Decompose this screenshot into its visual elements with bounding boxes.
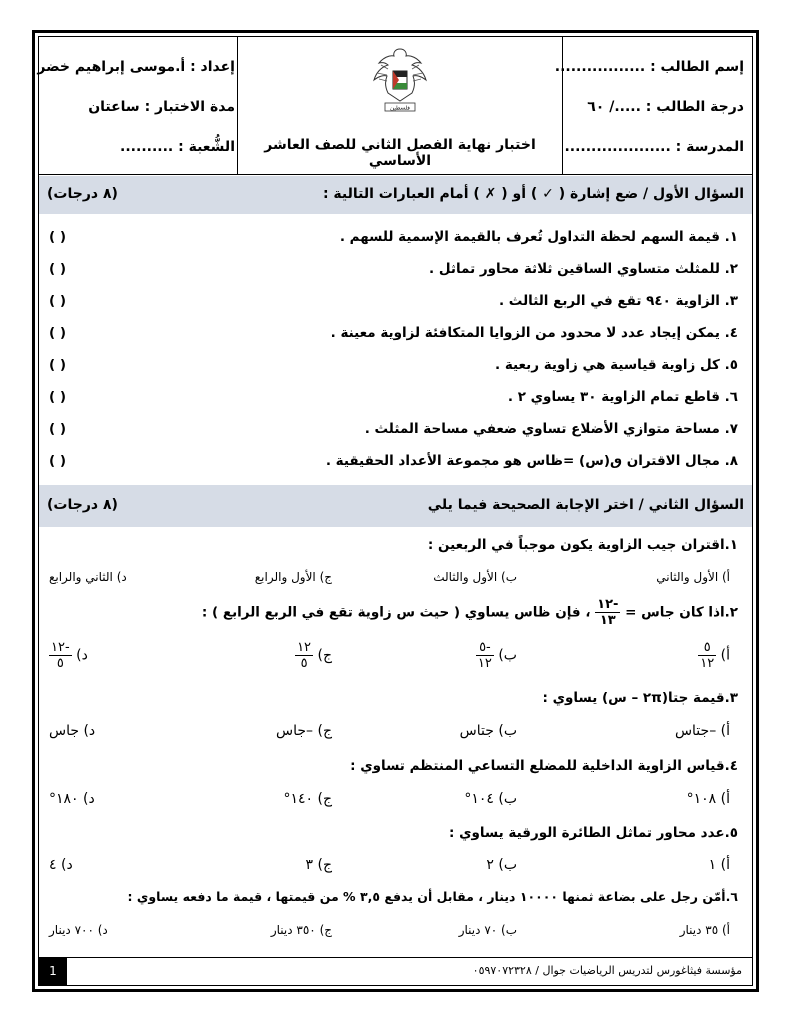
question-text-part: ٢.اذا كان جاس = [625,604,738,621]
exam-title: اختبار نهاية الفصل الثاني للصف العاشر الأساسي [264,137,536,169]
fraction-numerator: -١٢ [51,640,70,655]
exam-duration: مدة الاختبار : ساعتان [88,99,235,115]
option-d[interactable]: د) الثاني والرابع [49,570,127,584]
section-field: الشُّعبة : .......... [120,139,235,155]
student-info [554,37,752,174]
option-b[interactable]: ب) الأول والثالث [433,570,517,584]
tf-statement: ٧. مساحة متوازي الأضلاع تساوي ضعفي مساحة المثلث . [364,421,738,437]
tf-item [39,319,752,351]
option-label: ج) [317,647,332,664]
answer-box[interactable]: ( ) [49,453,67,469]
question-two-header [39,485,752,527]
answer-box[interactable]: ( ) [49,357,67,373]
option-a[interactable]: أ) الأول والثاني [656,570,730,584]
question-two-title: السؤال الثاني / اختر الإجابة الصحيحة فيما يلي [427,497,744,513]
fraction-numerator: ٥ [698,640,716,656]
fraction [295,640,313,671]
fraction-denominator: ١٢ [700,656,715,671]
school-name: المدرسة : .................... [564,139,744,155]
question-two-marks: (٨ درجات) [47,497,118,513]
fraction [698,640,716,671]
tf-item [39,287,752,319]
option-b[interactable]: ب) ٢ [486,857,517,873]
mc-question: ١.اقتران جيب الزاوية يكون موجباً في الربعين : [427,537,738,553]
option-label: أ) [720,647,730,664]
tf-item [39,383,752,415]
fraction [49,640,72,671]
fraction [595,597,620,628]
option-d[interactable] [49,640,88,671]
option-label: ب) [498,647,517,664]
mc-options [39,640,752,680]
option-c[interactable]: ج) ٣ [305,857,332,873]
mc-options [39,791,752,821]
question-one-marks: (٨ درجات) [47,186,118,202]
mc-options [39,723,752,753]
option-a[interactable]: أ) ١٠٨° [686,791,730,807]
emblem-caption: فلسطين [390,105,410,112]
mc-question: ٥.عدد محاور تماثل الطائرة الورقية يساوي : [448,825,738,841]
student-name: إسم الطالب : ................. [554,59,744,75]
mc-options [39,923,752,953]
option-c[interactable]: ج) –جاس [276,723,332,739]
header-center [237,37,562,174]
mc-question: ٣.قيمة جتا(٢π – س) يساوي : [542,690,738,706]
mc-question: ٤.قياس الزاوية الداخلية للمضلع التساعي المنتظم تساوي : [350,758,738,774]
option-b[interactable]: ب) ١٠٤° [464,791,517,807]
question-one-title: السؤال الأول / ضع إشارة ( ✓ ) أو ( ✗ ) أمام العبارات التالية : [322,186,744,202]
option-d[interactable]: د) ١٨٠° [49,791,95,807]
answer-box[interactable]: ( ) [49,293,67,309]
question-one-header [39,176,752,214]
tf-statement: ٤. يمكن إيجاد عدد لا محدود من الزوايا المتكافئة لزاوية معينة . [330,325,738,341]
option-a[interactable]: أ) ١ [708,857,730,873]
tf-item [39,415,752,447]
page-number: 1 [39,958,67,985]
option-d[interactable]: د) ٧٠٠ دينار [49,923,108,937]
fraction-numerator: ١٢ [297,640,312,655]
footer-text: مؤسسة فيثاغورس لتدريس الرياضيات جوال / ٠٥٩٧٠٧٢٣٢٨ [472,964,742,977]
fraction-denominator: ١٢ [477,656,492,671]
student-grade: درجة الطالب : ...../ ٦٠ [587,99,744,115]
tf-statement: ١. قيمة السهم لحظة التداول تُعرف بالقيمة الإسمية للسهم . [339,229,738,245]
exam-sheet [32,30,759,992]
answer-box[interactable]: ( ) [49,389,67,405]
answer-box[interactable]: ( ) [49,325,67,341]
exam-header [39,37,752,175]
exam-inner-frame [38,36,753,986]
teacher-info [39,37,243,174]
tf-statement: ٢. للمثلث متساوي الساقين ثلاثة محاور تماثل . [429,261,738,277]
option-d[interactable]: د) ٤ [49,857,73,873]
page-footer [39,957,752,985]
option-d[interactable]: د) جاس [49,723,96,739]
prepared-by: إعداد : أ.موسى إبراهيم خضر [37,59,235,75]
tf-item [39,351,752,383]
mc-options [39,570,752,600]
fraction [476,640,494,671]
answer-box[interactable]: ( ) [49,261,67,277]
option-a[interactable]: أ) ٣٥ دينار [679,923,730,937]
option-c[interactable]: ج) ١٤٠° [283,791,332,807]
tf-item [39,223,752,255]
option-label: د) [76,647,88,664]
option-b[interactable]: ب) جتاس [459,723,517,739]
tf-item [39,255,752,287]
answer-box[interactable]: ( ) [49,229,67,245]
fraction-numerator: -٥ [476,640,494,656]
mc-options [39,857,752,887]
question-text-part: ، فإن ظاس يساوي ( حيث س زاوية تقع في الربع الرابع ) : [201,604,591,621]
option-a[interactable]: أ) –جتاس [674,723,730,739]
palestine-emblem-icon [369,45,431,115]
option-a[interactable] [698,640,730,671]
tf-statement: ٥. كل زاوية قياسية هي زاوية ربعية . [495,357,738,373]
mc-question [202,597,738,628]
tf-statement: ٨. مجال الاقتران ٯ(س) =ظاس هو مجموعة الأعداد الحقيقية . [325,453,738,469]
option-c[interactable] [295,640,332,671]
answer-box[interactable]: ( ) [49,421,67,437]
tf-item [39,447,752,479]
option-b[interactable] [476,640,517,671]
fraction-numerator: -١٢ [597,597,619,612]
mc-question: ٦.أمّن رجل على بضاعة ثمنها ١٠٠٠٠ دينار ، مقابل أن يدفع ٣,٥ % من قيمتها ، قيمة ما دفعه يساوي : [127,889,738,904]
tf-statement: ٦. قاطع تمام الزاوية ٣٠ يساوي ٢ . [507,389,738,405]
option-c[interactable]: ج) الأول والرابع [254,570,332,584]
option-b[interactable]: ب) ٧٠ دينار [458,923,517,937]
fraction-denominator: ٥ [300,656,308,671]
tf-statement: ٣. الزاوية ٩٤٠ تقع في الربع الثالث . [498,293,738,309]
fraction-denominator: ١٣ [599,613,616,628]
fraction-denominator: ٥ [56,656,64,671]
option-c[interactable]: ج) ٣٥٠ دينار [270,923,332,937]
